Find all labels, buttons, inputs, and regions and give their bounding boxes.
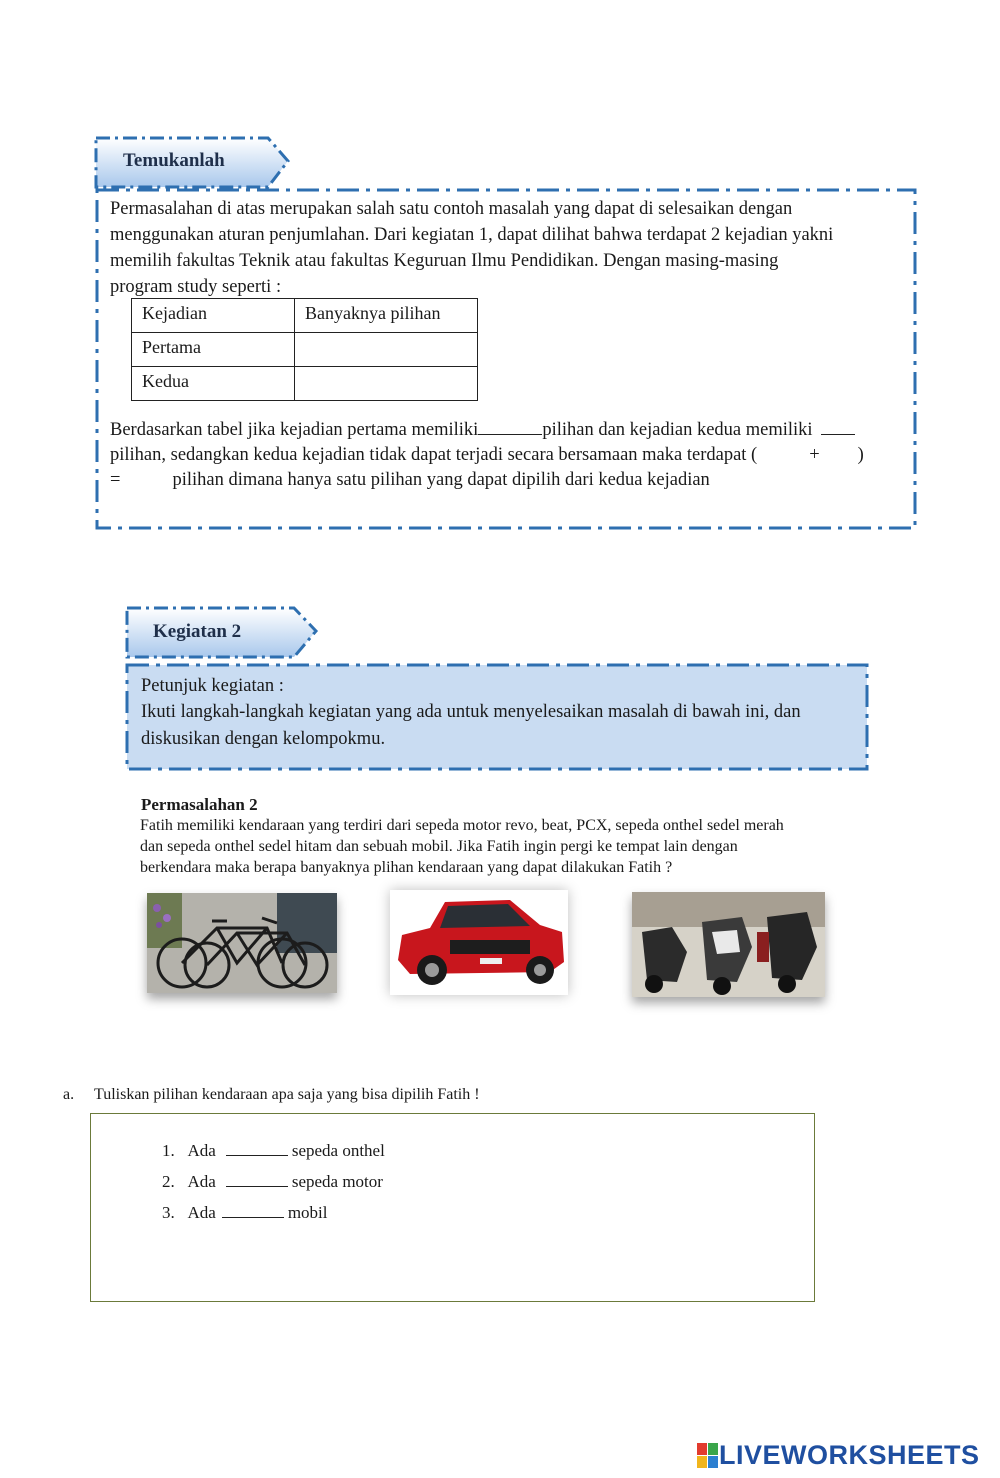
table-row <box>132 333 478 367</box>
temukanlah-paragraph-line-4: program study seperti : <box>110 277 282 297</box>
question-a-text: Tuliskan pilihan kendaraan apa saja yang bisa dipilih Fatih ! <box>94 1086 480 1103</box>
logo-text: LIVEWORKSHEETS <box>719 1440 980 1470</box>
temukanlah-paragraph-line-3: memilih fakultas Teknik atau fakultas Keguruan Ilmu Pendidikan. Dengan masing-masing <box>110 251 779 271</box>
temukanlah-title: Temukanlah <box>123 150 225 171</box>
permasalahan2-line-2: dan sepeda onthel sedel hitam dan sebuah mobil. Jika Fatih ingin pergi ke tempat lain dengan <box>140 838 738 855</box>
list-prefix: Ada <box>187 1203 216 1222</box>
list-prefix: Ada <box>187 1172 216 1191</box>
permasalahan2-line-1: Fatih memiliki kendaraan yang terdiri dari sepeda motor revo, beat, PCX, sepeda onthel sedel merah <box>140 817 784 834</box>
conclusion-line-2 <box>110 442 864 468</box>
list-item <box>162 1172 383 1192</box>
list-number: 2. <box>162 1172 175 1191</box>
instructions-title: Petunjuk kegiatan : <box>141 676 284 696</box>
table-row <box>132 367 478 401</box>
liveworksheets-logo <box>697 1440 980 1472</box>
conclusion-text-1a: Berdasarkan tabel jika kejadian pertama memiliki <box>110 420 479 440</box>
permasalahan2-title: Permasalahan 2 <box>141 795 258 814</box>
table-header-kejadian: Kejadian <box>132 299 295 333</box>
conclusion-text-3: pilihan dimana hanya satu pilihan yang dapat dipilih dari kedua kejadian <box>172 470 710 490</box>
conclusion-text-1b: pilihan dan kejadian kedua memiliki <box>542 420 813 440</box>
sepeda-onthel-blank[interactable] <box>226 1141 288 1156</box>
plus-sign: + <box>809 445 820 465</box>
conclusion-line-3 <box>110 467 710 493</box>
temukanlah-paragraph-line-2: menggunakan aturan penjumlahan. Dari kegiatan 1, dapat dilihat bahwa terdapat 2 kejadian yakni <box>110 225 834 245</box>
conclusion-line-1 <box>110 416 855 443</box>
table-cell-pertama: Pertama <box>132 333 295 367</box>
pertama-answer-cell[interactable] <box>295 333 478 367</box>
conclusion-text-2a: pilihan, sedangkan kedua kejadian tidak dapat terjadi secara bersamaan maka terdapat ( <box>110 445 758 465</box>
kedua-pilihan-blank[interactable] <box>821 416 855 435</box>
table-header-banyaknya: Banyaknya pilihan <box>295 299 478 333</box>
pertama-pilihan-blank[interactable] <box>478 416 542 435</box>
instructions-line-1: Ikuti langkah-langkah kegiatan yang ada untuk menyelesaikan masalah di bawah ini, dan <box>141 702 801 722</box>
bicycle-photo <box>147 893 337 993</box>
kegiatan2-title: Kegiatan 2 <box>153 621 242 642</box>
equals-sign: = <box>110 470 121 490</box>
kedua-answer-cell[interactable] <box>295 367 478 401</box>
sepeda-motor-blank[interactable] <box>226 1172 288 1187</box>
list-item <box>162 1141 385 1161</box>
list-item <box>162 1203 328 1223</box>
list-number: 1. <box>162 1141 175 1160</box>
kejadian-table <box>131 298 478 401</box>
car-photo <box>390 890 568 995</box>
close-paren: ) <box>857 445 864 465</box>
list-suffix: sepeda motor <box>291 1172 383 1191</box>
question-a-marker: a. <box>63 1086 75 1103</box>
mobil-blank[interactable] <box>222 1203 284 1218</box>
list-prefix: Ada <box>187 1141 216 1160</box>
logo-icon <box>697 1443 719 1469</box>
instructions-line-2: diskusikan dengan kelompokmu. <box>141 729 386 749</box>
motorcycles-photo <box>632 892 825 997</box>
table-cell-kedua: Kedua <box>132 367 295 401</box>
kegiatan2-tab <box>124 605 324 655</box>
list-suffix: sepeda onthel <box>291 1141 385 1160</box>
permasalahan2-line-3: berkendara maka berapa banyaknya plihan kendaraan yang dapat dilakukan Fatih ? <box>140 859 673 876</box>
table-header-row <box>132 299 478 333</box>
list-suffix: mobil <box>287 1203 328 1222</box>
temukanlah-paragraph-line-1: Permasalahan di atas merupakan salah satu contoh masalah yang dapat di selesaikan dengan <box>110 199 793 219</box>
temukanlah-tab <box>93 135 293 185</box>
list-number: 3. <box>162 1203 175 1222</box>
